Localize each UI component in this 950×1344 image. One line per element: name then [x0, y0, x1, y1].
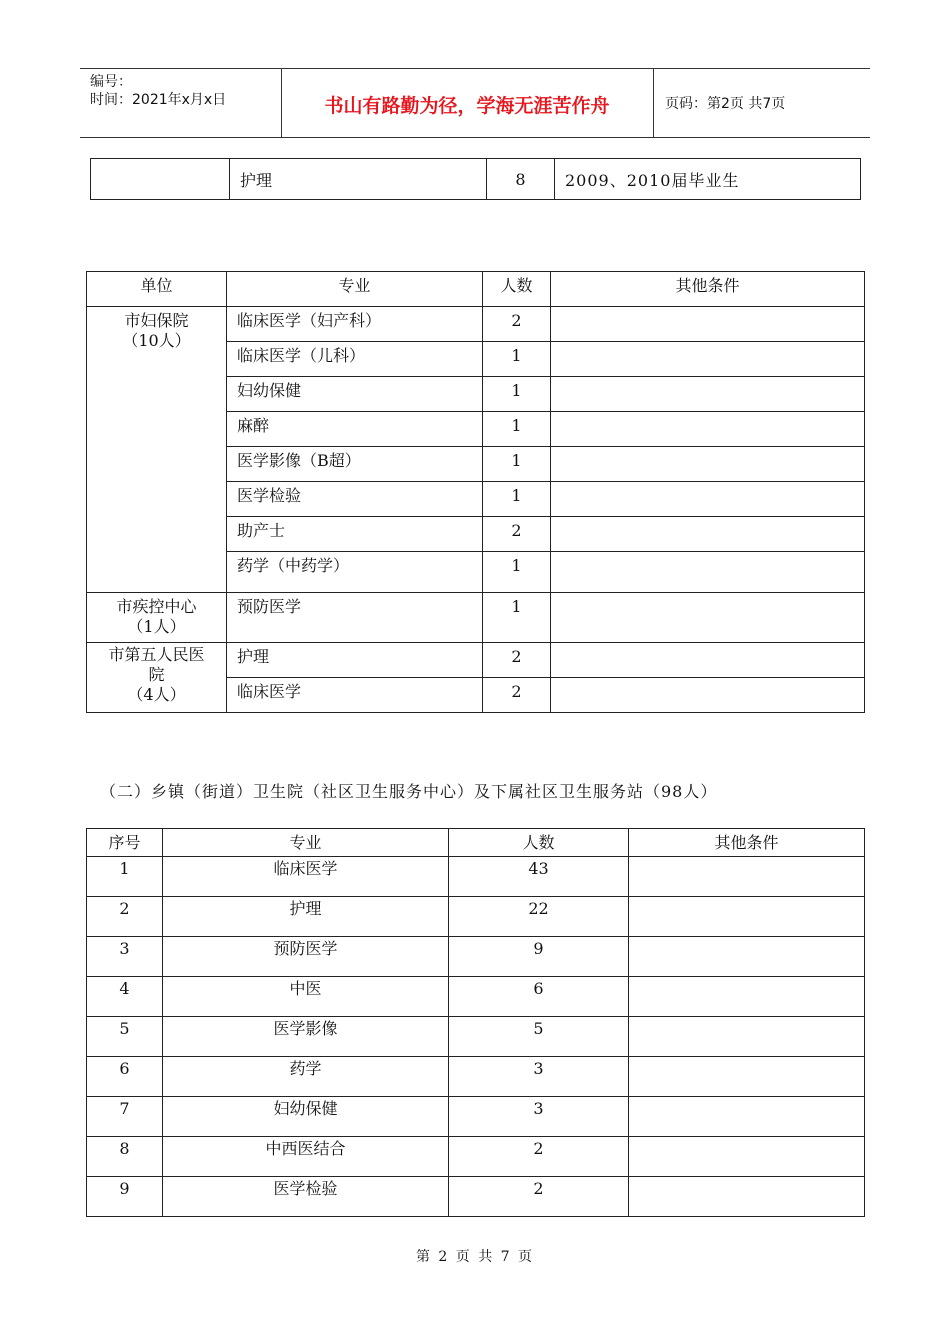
table-row: [87, 1017, 865, 1057]
cell-count: 2: [483, 643, 551, 678]
cell-no: 7: [87, 1097, 163, 1137]
cell-count: 2: [483, 678, 551, 713]
cell-condition: [629, 1177, 865, 1217]
cell-major: 预防医学: [227, 593, 483, 643]
cell-major: 护理: [163, 897, 449, 937]
cell-major: 临床医学: [163, 857, 449, 897]
cell-condition: [551, 377, 865, 412]
cell-unit: [87, 643, 227, 713]
cell-count: 3: [449, 1057, 629, 1097]
cell-condition: [551, 643, 865, 678]
cell-count: 3: [449, 1097, 629, 1137]
cell-count: 2: [483, 307, 551, 342]
table-row: [87, 977, 865, 1017]
cell-condition: [629, 1137, 865, 1177]
cell-condition: [629, 977, 865, 1017]
table-header-row: [87, 829, 865, 857]
cell-condition: [629, 857, 865, 897]
table-row: [87, 897, 865, 937]
cell-no: 6: [87, 1057, 163, 1097]
header-count: 人数: [483, 272, 551, 307]
header-count: 人数: [449, 829, 629, 857]
cell-condition: [551, 447, 865, 482]
cell-condition: [551, 412, 865, 447]
cell-condition: [629, 1097, 865, 1137]
cell-count: 1: [483, 377, 551, 412]
cell-major: 医学影像: [163, 1017, 449, 1057]
cell-condition: [551, 678, 865, 713]
cell-condition: [629, 897, 865, 937]
table-row: [87, 1177, 865, 1217]
header-major: 专业: [227, 272, 483, 307]
unit-name-cont: 院: [148, 665, 165, 684]
cell-count: 1: [483, 593, 551, 643]
cell-major: 中西医结合: [163, 1137, 449, 1177]
cell-no: 3: [87, 937, 163, 977]
cell-condition: 2009、2010届毕业生: [555, 159, 861, 200]
cell-count: 2: [449, 1137, 629, 1177]
cell-count: 1: [483, 447, 551, 482]
cell-major: 护理: [227, 643, 483, 678]
header-divider: [653, 69, 654, 137]
cell-major: 妇幼保健: [227, 377, 483, 412]
header-motto: 书山有路勤为径，学海无涯苦作舟: [324, 95, 610, 117]
table-row: [87, 1137, 865, 1177]
table-row: [91, 159, 861, 200]
unit-name: 市第五人民医: [108, 645, 205, 664]
continued-table: [90, 158, 861, 200]
cell-unit: [91, 159, 230, 200]
cell-no: 4: [87, 977, 163, 1017]
cell-count: 1: [483, 482, 551, 517]
table-row: [87, 307, 865, 342]
cell-count: 8: [487, 159, 555, 200]
cell-major: 医学检验: [227, 482, 483, 517]
town-table: [86, 828, 865, 1217]
unit-count: （1人）: [127, 617, 186, 636]
cell-no: 8: [87, 1137, 163, 1177]
header-major: 专业: [163, 829, 449, 857]
cell-major: 助产士: [227, 517, 483, 552]
cell-major: 临床医学: [227, 678, 483, 713]
cell-unit: [87, 307, 227, 593]
cell-major: 中医: [163, 977, 449, 1017]
cell-condition: [629, 937, 865, 977]
cell-major: 临床医学（妇产科）: [227, 307, 483, 342]
town-table-body: [87, 857, 865, 1217]
cell-condition: [551, 482, 865, 517]
cell-count: 9: [449, 937, 629, 977]
header-number: 编号：: [90, 74, 132, 90]
page-footer: 第 2 页 共 7 页: [415, 1249, 535, 1265]
header-condition: 其他条件: [629, 829, 865, 857]
page-header: [80, 68, 870, 138]
unit-count: （4人）: [127, 685, 186, 704]
unit-name: 市妇保院: [124, 311, 189, 330]
header-condition: 其他条件: [551, 272, 865, 307]
header-page-info: 页码：第2页 共7页: [665, 96, 786, 112]
unit-table: [86, 271, 865, 713]
cell-condition: [551, 552, 865, 593]
cell-count: 43: [449, 857, 629, 897]
unit-name: 市疾控中心: [116, 597, 197, 616]
cell-no: 5: [87, 1017, 163, 1057]
cell-count: 5: [449, 1017, 629, 1057]
table-header-row: [87, 272, 865, 307]
cell-condition: [551, 593, 865, 643]
cell-major: 药学: [163, 1057, 449, 1097]
cell-major: 预防医学: [163, 937, 449, 977]
cell-no: 1: [87, 857, 163, 897]
header-no: 序号: [87, 829, 163, 857]
cell-condition: [629, 1017, 865, 1057]
cell-major: 护理: [230, 159, 487, 200]
cell-major: 医学检验: [163, 1177, 449, 1217]
table-row: [87, 593, 865, 643]
unit-count: （10人）: [122, 331, 191, 350]
table-row: [87, 937, 865, 977]
cell-count: 1: [483, 552, 551, 593]
cell-count: 6: [449, 977, 629, 1017]
cell-major: 医学影像（B超）: [227, 447, 483, 482]
cell-no: 9: [87, 1177, 163, 1217]
cell-condition: [551, 307, 865, 342]
cell-major: 麻醉: [227, 412, 483, 447]
cell-count: 1: [483, 342, 551, 377]
cell-condition: [551, 517, 865, 552]
cell-major: 妇幼保健: [163, 1097, 449, 1137]
section-title: （二）乡镇（街道）卫生院（社区卫生服务中心）及下属社区卫生服务站（98人）: [100, 782, 718, 801]
cell-count: 22: [449, 897, 629, 937]
header-unit: 单位: [87, 272, 227, 307]
table-row: [87, 1057, 865, 1097]
table-row: [87, 1097, 865, 1137]
header-time: 时间：2021年x月x日: [90, 92, 227, 108]
cell-major: 临床医学（儿科）: [227, 342, 483, 377]
cell-condition: [629, 1057, 865, 1097]
header-meta: [90, 73, 226, 109]
cell-count: 2: [483, 517, 551, 552]
table-row: [87, 857, 865, 897]
cell-major: 药学（中药学）: [227, 552, 483, 593]
cell-count: 1: [483, 412, 551, 447]
table-row: [87, 643, 865, 678]
cell-no: 2: [87, 897, 163, 937]
cell-condition: [551, 342, 865, 377]
cell-unit: [87, 593, 227, 643]
cell-count: 2: [449, 1177, 629, 1217]
